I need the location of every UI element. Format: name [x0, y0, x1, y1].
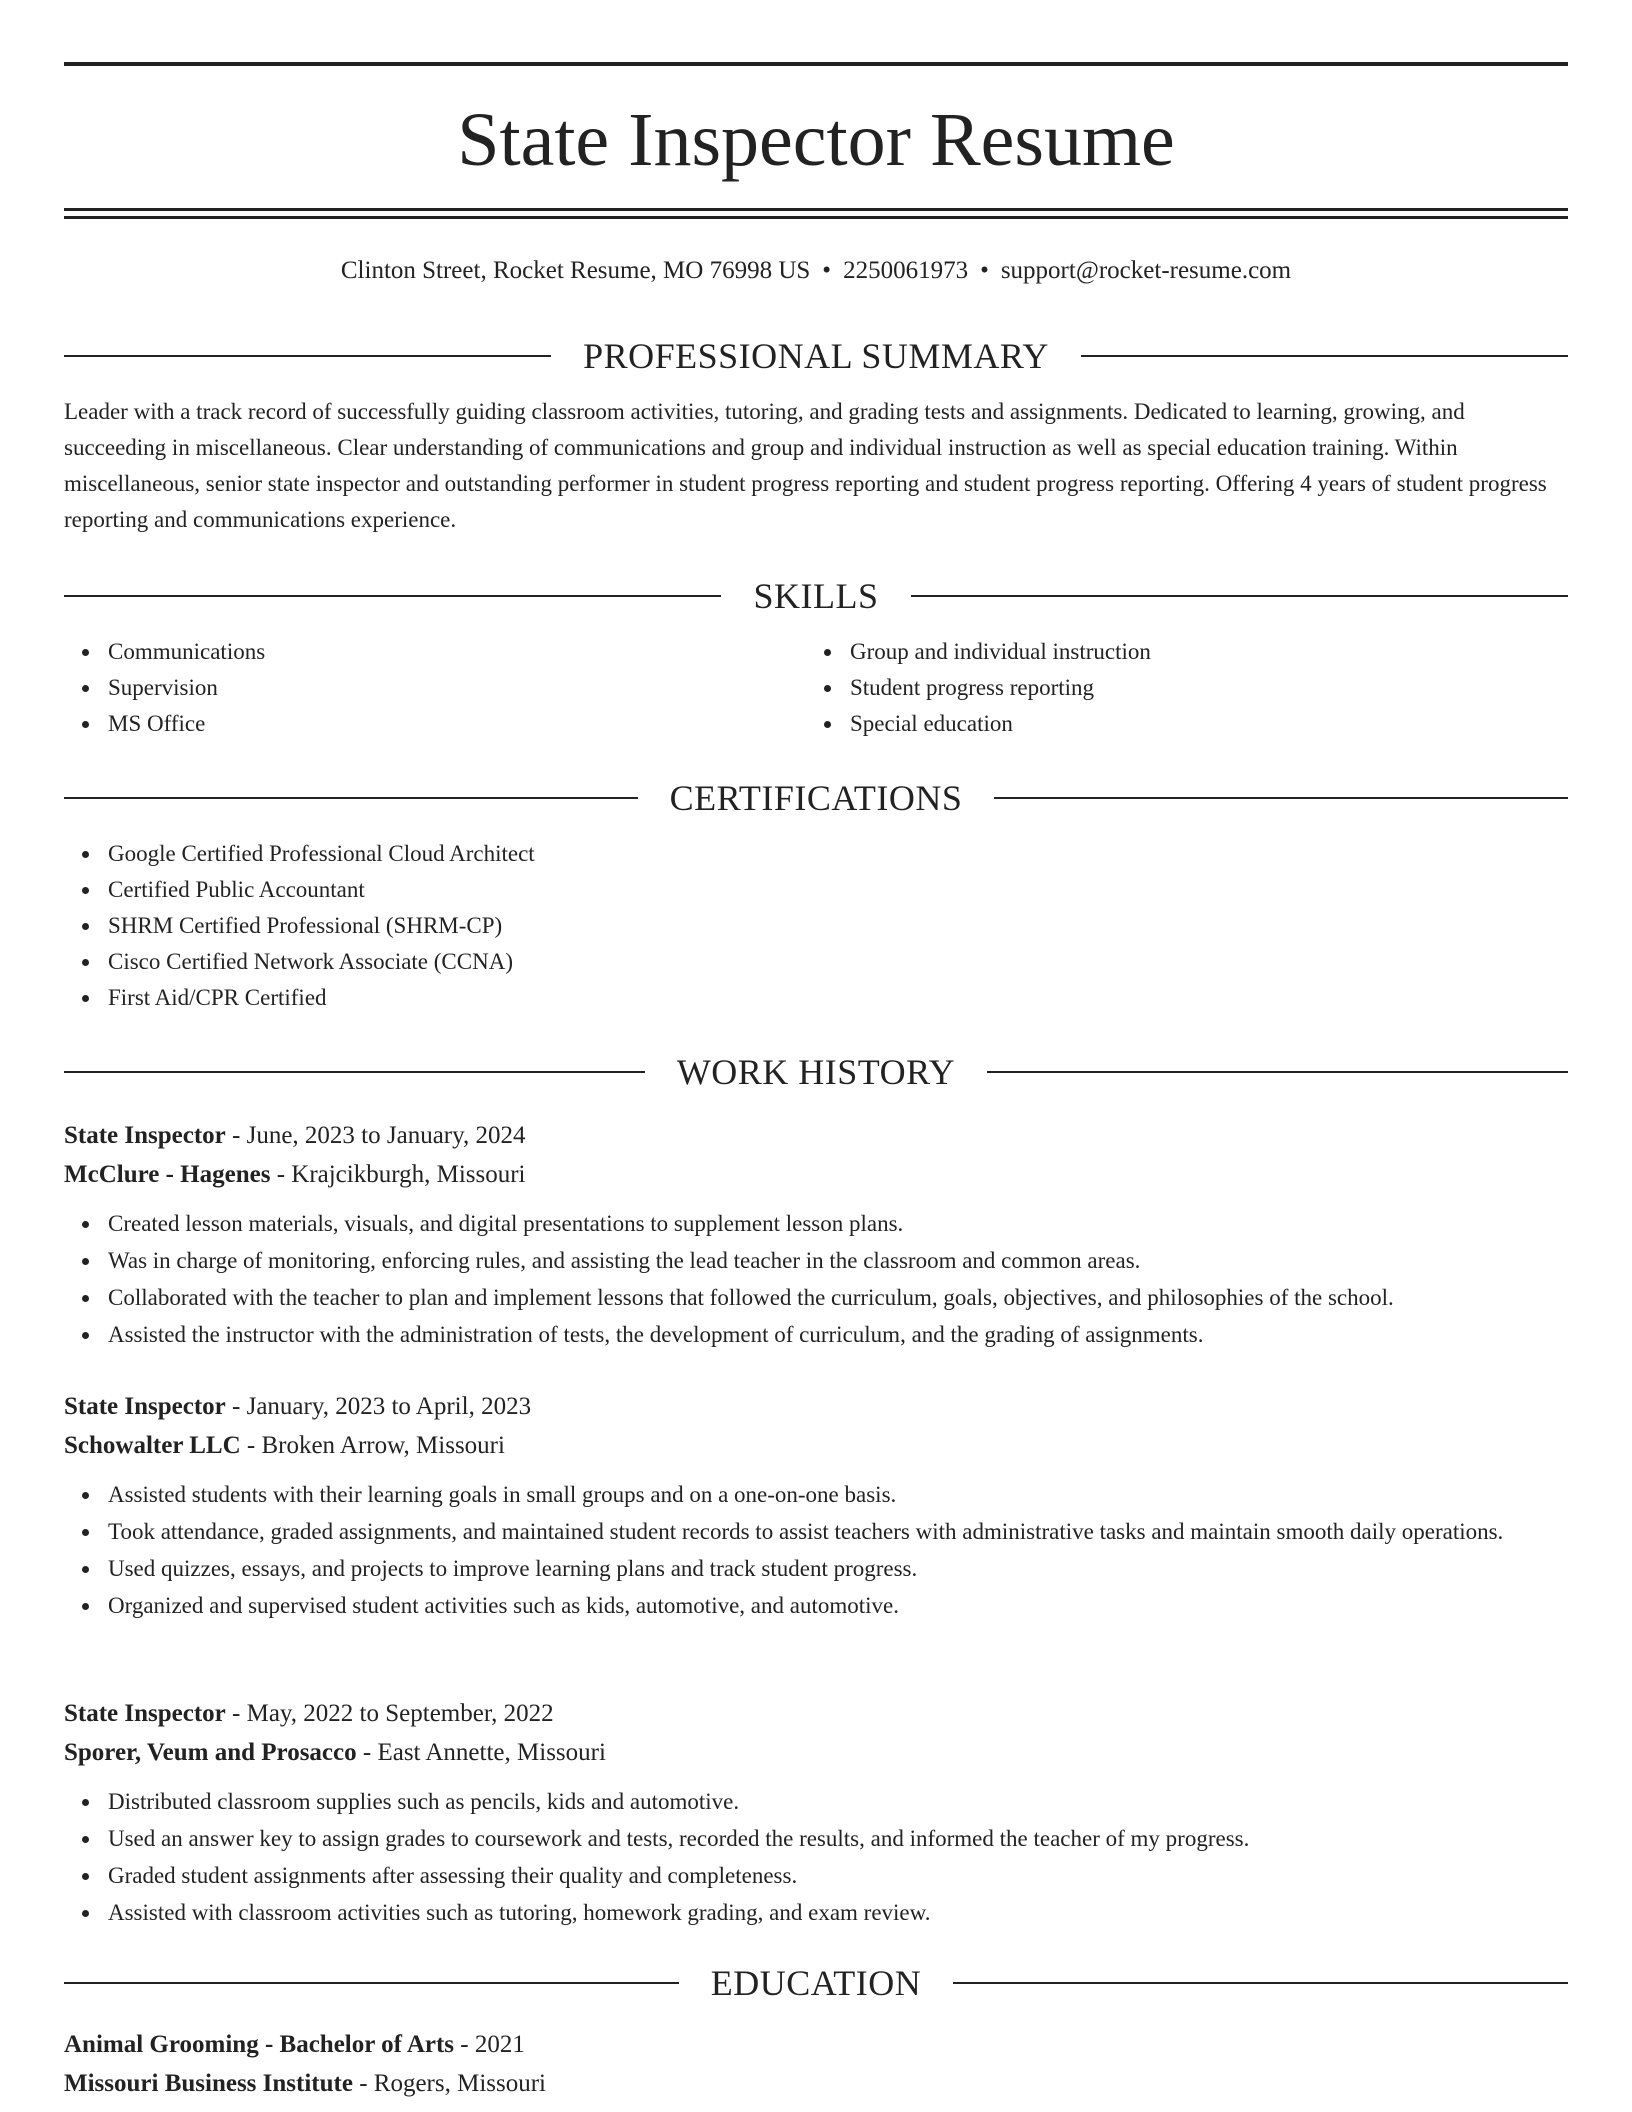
job-duty: Distributed classroom supplies such as pencils, kids and automotive.: [108, 1784, 1568, 1820]
job-company: Sporer, Veum and Prosacco: [64, 1739, 357, 1766]
job-duty: Used quizzes, essays, and projects to improve learning plans and track student progress.: [108, 1551, 1568, 1587]
summary-text: Leader with a track record of successfully guiding classroom activities, tutoring, and grading tests and assignments. Dedicated to learning, growing, and succeeding in miscellaneous. Clear understanding of communications and group and individual instruction as well as special education training. Within miscellaneous, senior state inspector and outstanding performer in student progress reporting and student progress reporting. Offering 4 years of student progress reporting and communications experience.: [64, 399, 1547, 532]
resume-title: State Inspector Resume: [457, 98, 1175, 182]
job-company: McClure - Hagenes: [64, 1161, 271, 1188]
education-degree: Animal Grooming - Bachelor of Arts: [64, 2031, 455, 2058]
job-duty: Used an answer key to assign grades to coursework and tests, recorded the results, and informed the teacher of my progress.: [108, 1821, 1568, 1857]
contact-phone: 2250061973: [843, 257, 969, 284]
contact-separator: •: [822, 257, 832, 284]
skill-item: Supervision: [108, 670, 806, 706]
certification-item: Google Certified Professional Cloud Architect: [108, 836, 1568, 872]
job-dates: - May, 2022 to September, 2022: [225, 1700, 554, 1727]
job-location: - East Annette, Missouri: [356, 1739, 606, 1766]
top-rule: [64, 62, 1568, 66]
job-location: - Krajcikburgh, Missouri: [270, 1161, 526, 1188]
certification-item: SHRM Certified Professional (SHRM-CP): [108, 908, 1568, 944]
section-heading: [64, 574, 1568, 618]
skill-item: Student progress reporting: [850, 670, 1548, 706]
skills-section: [64, 574, 1568, 742]
certification-item: Cisco Certified Network Associate (CCNA): [108, 944, 1568, 980]
certifications-section: [64, 776, 1568, 1016]
section-heading: [64, 334, 1568, 378]
job-dates: - June, 2023 to January, 2024: [225, 1122, 526, 1149]
title-rule-upper: [64, 208, 1568, 211]
contact-separator: •: [980, 257, 989, 284]
job-company-line: [64, 1733, 1568, 1772]
job-duties-list: [64, 1206, 1568, 1353]
education-section: [64, 1961, 1568, 2103]
skills-grid: [64, 634, 1568, 742]
job-entry: [64, 1694, 1568, 1932]
education-location: - Rogers, Missouri: [352, 2070, 547, 2097]
job-duty: Took attendance, graded assignments, and maintained student records to assist teachers with administrative tasks and maintain smooth daily operations.: [108, 1514, 1568, 1550]
education-school-line: [64, 2064, 1568, 2103]
section-title-skills: SKILLS: [721, 576, 910, 616]
section-heading: [64, 1961, 1568, 2005]
contact-email: support@rocket-resume.com: [1000, 257, 1292, 284]
section-heading: [64, 1050, 1568, 1094]
job-title-line: [64, 1694, 1568, 1733]
skill-item: MS Office: [108, 706, 806, 742]
skills-column-left: [64, 634, 806, 742]
job-duty: Organized and supervised student activities such as kids, automotive, and automotive.: [108, 1588, 1568, 1624]
job-company: Schowalter LLC: [64, 1432, 241, 1459]
job-title-line: [64, 1116, 1568, 1155]
work-history-section: [64, 1050, 1568, 1094]
job-duty: Assisted students with their learning goals in small groups and on a one-on-one basis.: [108, 1477, 1568, 1513]
section-heading: [64, 776, 1568, 820]
certification-item: First Aid/CPR Certified: [108, 980, 1568, 1016]
skill-item: Communications: [108, 634, 806, 670]
education-entry: [64, 2025, 1568, 2103]
job-title-line: [64, 1387, 1568, 1426]
title-rule-lower: [64, 216, 1568, 219]
skill-item: Group and individual instruction: [850, 634, 1548, 670]
job-duties-list: [64, 1784, 1568, 1931]
job-duty: Assisted with classroom activities such as tutoring, homework grading, and exam review.: [108, 1895, 1568, 1931]
education-school: Missouri Business Institute: [64, 2070, 353, 2097]
skill-item: Special education: [850, 706, 1548, 742]
job-duties-list: [64, 1477, 1568, 1624]
certifications-list: [64, 836, 1568, 1016]
job-entry: [64, 1387, 1568, 1625]
job-title: State Inspector: [64, 1700, 226, 1727]
job-dates: - January, 2023 to April, 2023: [225, 1393, 532, 1420]
contact-address: Clinton Street, Rocket Resume, MO 76998 US: [340, 257, 811, 284]
job-company-line: [64, 1155, 1568, 1194]
job-company-line: [64, 1426, 1568, 1465]
job-title: State Inspector: [64, 1393, 226, 1420]
section-title-certifications: CERTIFICATIONS: [638, 778, 995, 818]
job-entry: [64, 1116, 1568, 1354]
section-title-work-history: WORK HISTORY: [645, 1052, 987, 1092]
job-duty: Created lesson materials, visuals, and digital presentations to supplement lesson plans.: [108, 1206, 1568, 1242]
job-duty: Assisted the instructor with the administration of tests, the development of curriculum, and the grading of assignments.: [108, 1317, 1568, 1353]
skills-list-right: [806, 634, 1548, 742]
skills-column-right: [806, 634, 1548, 742]
contact-line: [64, 254, 1568, 288]
education-year: - 2021: [454, 2031, 525, 2058]
certification-item: Certified Public Accountant: [108, 872, 1568, 908]
job-location: - Broken Arrow, Missouri: [240, 1432, 505, 1459]
job-title: State Inspector: [64, 1122, 226, 1149]
section-title-education: EDUCATION: [679, 1963, 953, 2003]
education-degree-line: [64, 2025, 1568, 2064]
job-duty: Graded student assignments after assessing their quality and completeness.: [108, 1858, 1568, 1894]
job-duty: Was in charge of monitoring, enforcing rules, and assisting the lead teacher in the classroom and common areas.: [108, 1243, 1568, 1279]
summary-section: [64, 334, 1568, 538]
section-title-summary: PROFESSIONAL SUMMARY: [551, 336, 1081, 376]
job-duty: Collaborated with the teacher to plan and implement lessons that followed the curriculum, goals, objectives, and philosophies of the school.: [108, 1280, 1568, 1316]
skills-list-left: [64, 634, 806, 742]
